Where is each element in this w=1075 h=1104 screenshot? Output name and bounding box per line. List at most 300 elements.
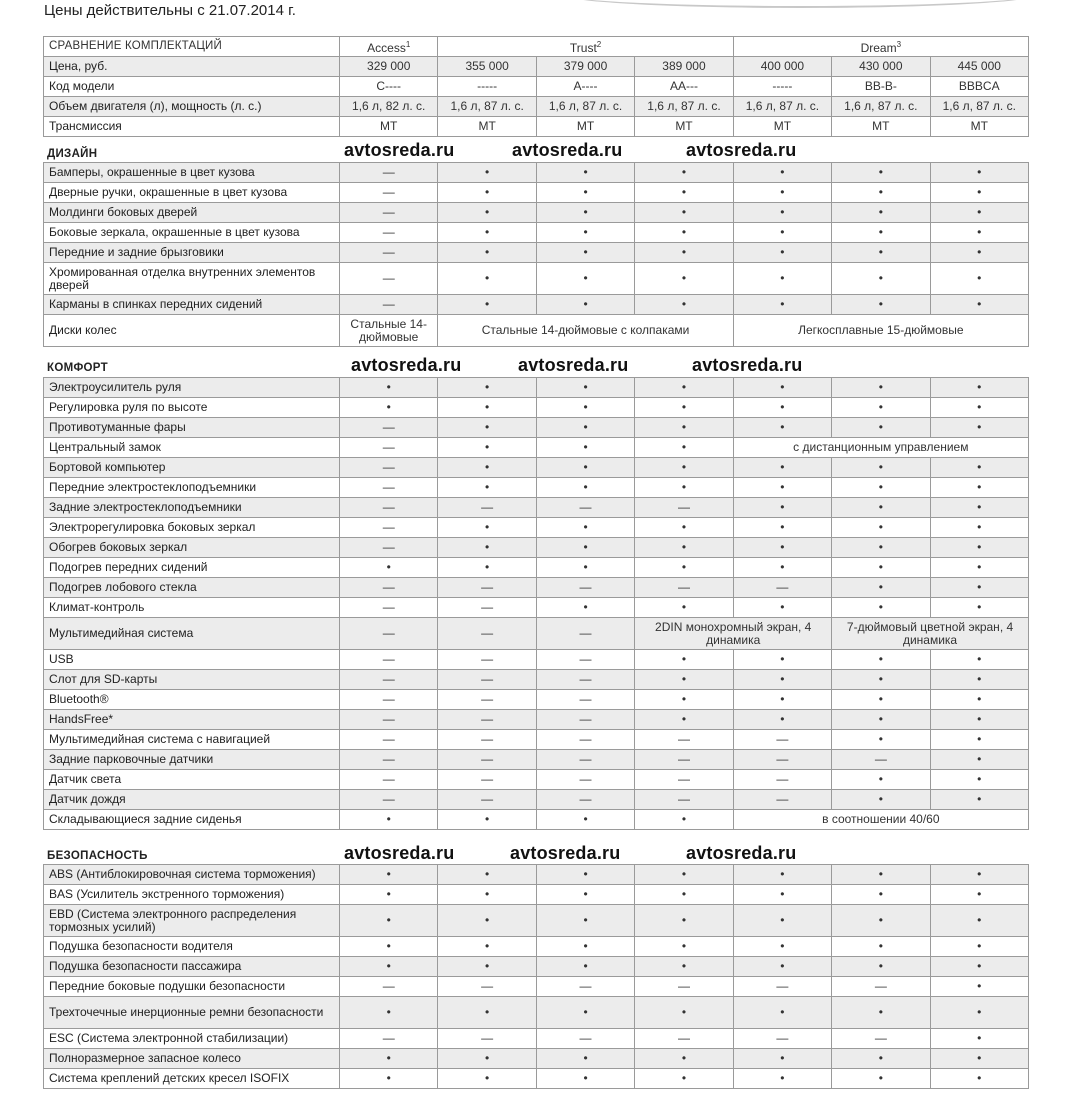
spec-cell: — [340, 710, 438, 730]
spec-cell: • [536, 865, 634, 885]
spec-cell: • [340, 398, 438, 418]
spec-cell: — [536, 578, 634, 598]
spec-cell: • [930, 538, 1028, 558]
spec-cell: • [930, 498, 1028, 518]
spec-cell: • [930, 905, 1028, 937]
spec-table-safety [43, 864, 1029, 1089]
spec-cell: • [733, 398, 831, 418]
table-row [44, 117, 1029, 137]
spec-cell: • [832, 518, 930, 538]
spec-cell: • [438, 905, 536, 937]
spec-cell: — [340, 295, 438, 315]
spec-cell: — [733, 790, 831, 810]
spec-cell: • [832, 263, 930, 295]
spec-cell: 1,6 л, 87 л. с. [832, 97, 930, 117]
watermark-text: avtosreda.ru [344, 843, 455, 863]
spec-cell: • [635, 438, 733, 458]
spec-cell: • [733, 498, 831, 518]
spec-cell: • [930, 730, 1028, 750]
table-row [44, 905, 1029, 937]
row-label: Подушка безопасности пассажира [44, 957, 340, 977]
spec-cell: — [635, 730, 733, 750]
row-label: Электрорегулировка боковых зеркал [44, 518, 340, 538]
spec-cell: 329 000 [340, 57, 438, 77]
spec-cell: • [930, 458, 1028, 478]
row-label: Бортовой компьютер [44, 458, 340, 478]
spec-cell: — [536, 1029, 634, 1049]
spec-cell: • [930, 885, 1028, 905]
spec-cell: • [635, 997, 733, 1029]
spec-cell: • [930, 750, 1028, 770]
row-label: Мультимедийная система с навигацией [44, 730, 340, 750]
watermark-text: avtosreda.ru [512, 140, 623, 160]
table-row [44, 710, 1029, 730]
watermark-text: avtosreda.ru [351, 355, 462, 375]
spec-cell: • [438, 398, 536, 418]
spec-cell: 430 000 [832, 57, 930, 77]
spec-cell: • [733, 263, 831, 295]
row-label: Боковые зеркала, окрашенные в цвет кузова [44, 223, 340, 243]
spec-cell: • [536, 203, 634, 223]
spec-cell: — [340, 263, 438, 295]
spec-cell: • [930, 478, 1028, 498]
spec-cell: 1,6 л, 82 л. с. [340, 97, 438, 117]
spec-cell: • [733, 997, 831, 1029]
row-label: Подогрев передних сидений [44, 558, 340, 578]
spec-cell: • [733, 865, 831, 885]
footnote-mark: 1 [405, 40, 411, 49]
spec-cell: 2DIN монохромный экран, 4 динамика [635, 618, 832, 650]
spec-cell: — [733, 730, 831, 750]
spec-cell: — [635, 790, 733, 810]
spec-cell: — [438, 618, 536, 650]
spec-cell: — [536, 670, 634, 690]
spec-cell: • [733, 905, 831, 937]
spec-cell: • [832, 578, 930, 598]
table-row [44, 1069, 1029, 1089]
spec-cell: — [536, 790, 634, 810]
spec-cell: • [832, 957, 930, 977]
spec-cell: — [635, 578, 733, 598]
row-label: Трехточечные инерционные ремни безопасности [44, 997, 340, 1029]
spec-cell: — [733, 578, 831, 598]
spec-cell: — [536, 750, 634, 770]
row-label: Обогрев боковых зеркал [44, 538, 340, 558]
table-row [44, 223, 1029, 243]
table-row [44, 650, 1029, 670]
spec-cell: • [340, 1069, 438, 1089]
spec-cell: — [340, 650, 438, 670]
row-label: Подушка безопасности водителя [44, 937, 340, 957]
spec-cell: • [930, 558, 1028, 578]
spec-cell: — [340, 730, 438, 750]
spec-cell: • [733, 710, 831, 730]
row-label: Слот для SD-карты [44, 670, 340, 690]
spec-cell: • [930, 203, 1028, 223]
spec-cell: • [930, 378, 1028, 398]
table-row [44, 977, 1029, 997]
spec-cell: • [635, 937, 733, 957]
spec-cell: • [832, 243, 930, 263]
spec-cell: — [733, 1029, 831, 1049]
spec-cell: • [340, 865, 438, 885]
row-label: Задние электростеклоподъемники [44, 498, 340, 518]
footnote-mark: 3 [896, 40, 902, 49]
spec-cell: — [536, 710, 634, 730]
spec-cell: • [438, 518, 536, 538]
spec-cell: — [438, 730, 536, 750]
spec-cell: в соотношении 40/60 [733, 810, 1028, 830]
spec-cell: • [635, 865, 733, 885]
table-row [44, 1029, 1029, 1049]
spec-cell: • [733, 223, 831, 243]
trim-name: Access [367, 41, 406, 55]
spec-cell: — [438, 750, 536, 770]
spec-cell: • [733, 1069, 831, 1089]
table-row [44, 378, 1029, 398]
spec-cell: • [635, 670, 733, 690]
table-row [44, 243, 1029, 263]
table-row [44, 57, 1029, 77]
spec-cell: — [438, 690, 536, 710]
spec-cell: • [832, 937, 930, 957]
table-row [44, 478, 1029, 498]
table-row [44, 790, 1029, 810]
table-row [44, 957, 1029, 977]
spec-cell: • [930, 865, 1028, 885]
spec-cell: • [536, 1049, 634, 1069]
table-row [44, 163, 1029, 183]
spec-cell: 1,6 л, 87 л. с. [536, 97, 634, 117]
spec-cell: — [340, 790, 438, 810]
spec-cell: — [536, 977, 634, 997]
spec-cell: • [832, 997, 930, 1029]
spec-cell: • [733, 650, 831, 670]
spec-cell: — [635, 1029, 733, 1049]
spec-cell: • [340, 378, 438, 398]
spec-cell: • [832, 183, 930, 203]
spec-cell: • [438, 957, 536, 977]
spec-cell: — [340, 498, 438, 518]
spec-cell: • [635, 650, 733, 670]
spec-cell: • [930, 518, 1028, 538]
spec-cell: • [832, 885, 930, 905]
spec-cell: — [536, 650, 634, 670]
spec-cell: — [438, 578, 536, 598]
spec-cell: • [733, 558, 831, 578]
spec-cell: • [832, 398, 930, 418]
spec-table-design [43, 162, 1029, 347]
spec-cell: • [635, 203, 733, 223]
spec-cell: — [340, 518, 438, 538]
spec-cell: — [340, 750, 438, 770]
spec-cell: • [635, 810, 733, 830]
spec-cell: • [438, 418, 536, 438]
row-label: Хромированная отделка внутренних элементов дверей [44, 263, 340, 295]
table-row [44, 598, 1029, 618]
spec-cell: • [733, 183, 831, 203]
spec-cell: — [340, 670, 438, 690]
row-label: Бамперы, окрашенные в цвет кузова [44, 163, 340, 183]
page-title: Цены действительны с 21.07.2014 г. [44, 2, 296, 19]
spec-cell: • [832, 538, 930, 558]
spec-cell: — [438, 1029, 536, 1049]
spec-cell: — [340, 538, 438, 558]
spec-cell: • [340, 957, 438, 977]
spec-cell: MT [340, 117, 438, 137]
row-label: Передние боковые подушки безопасности [44, 977, 340, 997]
spec-cell: • [832, 378, 930, 398]
header-label: СРАВНЕНИЕ КОМПЛЕКТАЦИЙ [44, 37, 340, 57]
spec-cell: 355 000 [438, 57, 536, 77]
table-row [44, 670, 1029, 690]
spec-cell: • [733, 478, 831, 498]
spec-cell: • [635, 710, 733, 730]
watermark-text: avtosreda.ru [686, 843, 797, 863]
spec-cell: • [635, 518, 733, 538]
spec-cell: Стальные 14-дюймовые с колпаками [438, 315, 733, 347]
spec-cell: — [340, 243, 438, 263]
spec-cell: • [930, 263, 1028, 295]
spec-cell: с дистанционным управлением [733, 438, 1028, 458]
spec-cell: • [438, 937, 536, 957]
spec-cell: 1,6 л, 87 л. с. [930, 97, 1028, 117]
spec-cell: • [635, 885, 733, 905]
spec-cell: MT [832, 117, 930, 137]
trim-group-header [340, 37, 438, 57]
row-label: Код модели [44, 77, 340, 97]
spec-cell: • [536, 243, 634, 263]
spec-cell: • [832, 598, 930, 618]
decorative-swoosh [560, 0, 1040, 8]
spec-cell: • [635, 295, 733, 315]
row-label: Передние и задние брызговики [44, 243, 340, 263]
row-label: ABS (Антиблокировочная система торможения) [44, 865, 340, 885]
spec-cell: — [536, 690, 634, 710]
spec-cell: • [536, 1069, 634, 1089]
spec-cell: — [340, 458, 438, 478]
spec-cell: Легкосплавные 15-дюймовые [733, 315, 1028, 347]
spec-cell: • [733, 937, 831, 957]
spec-cell: • [536, 378, 634, 398]
spec-cell: MT [930, 117, 1028, 137]
watermark-text: avtosreda.ru [518, 355, 629, 375]
spec-cell: • [930, 997, 1028, 1029]
spec-cell: • [536, 223, 634, 243]
spec-cell: 1,6 л, 87 л. с. [635, 97, 733, 117]
table-row [44, 518, 1029, 538]
spec-cell: 1,6 л, 87 л. с. [733, 97, 831, 117]
row-label: Система креплений детских кресел ISOFIX [44, 1069, 340, 1089]
spec-cell: • [438, 1049, 536, 1069]
spec-cell: • [536, 558, 634, 578]
spec-cell: • [733, 418, 831, 438]
row-label: Складывающиеся задние сиденья [44, 810, 340, 830]
table-row [44, 77, 1029, 97]
table-row [44, 498, 1029, 518]
row-label: Дверные ручки, окрашенные в цвет кузова [44, 183, 340, 203]
row-label: Регулировка руля по высоте [44, 398, 340, 418]
watermark-text: avtosreda.ru [692, 355, 803, 375]
table-row [44, 937, 1029, 957]
section-title-comfort: КОМФОРТ [47, 362, 108, 374]
spec-cell: • [832, 710, 930, 730]
spec-cell: — [340, 770, 438, 790]
spec-cell: 445 000 [930, 57, 1028, 77]
spec-cell: — [438, 498, 536, 518]
spec-cell: • [635, 223, 733, 243]
spec-cell: • [438, 243, 536, 263]
spec-cell: • [438, 538, 536, 558]
spec-cell: AA--- [635, 77, 733, 97]
spec-cell: • [635, 243, 733, 263]
spec-cell: MT [733, 117, 831, 137]
spec-cell: • [930, 650, 1028, 670]
spec-cell: — [635, 977, 733, 997]
spec-cell: — [438, 770, 536, 790]
table-row [44, 398, 1029, 418]
spec-cell: 1,6 л, 87 л. с. [438, 97, 536, 117]
spec-cell: — [438, 650, 536, 670]
spec-cell: — [635, 750, 733, 770]
spec-cell: • [930, 710, 1028, 730]
spec-cell: • [438, 865, 536, 885]
spec-cell: — [635, 498, 733, 518]
spec-cell: • [832, 865, 930, 885]
spec-cell: — [635, 770, 733, 790]
row-label: Объем двигателя (л), мощность (л. с.) [44, 97, 340, 117]
table-row [44, 578, 1029, 598]
spec-cell: • [635, 957, 733, 977]
spec-cell: • [340, 905, 438, 937]
spec-cell: • [536, 905, 634, 937]
spec-cell: • [930, 770, 1028, 790]
table-row [44, 438, 1029, 458]
row-label: Противотуманные фары [44, 418, 340, 438]
spec-cell: — [340, 977, 438, 997]
spec-cell: • [340, 810, 438, 830]
spec-cell: • [930, 1069, 1028, 1089]
spec-cell: • [733, 690, 831, 710]
spec-table-comfort [43, 377, 1029, 830]
spec-cell: — [733, 770, 831, 790]
spec-cell: • [340, 997, 438, 1029]
section-title-safety: БЕЗОПАСНОСТЬ [47, 850, 148, 862]
spec-cell: — [340, 163, 438, 183]
spec-cell: — [832, 977, 930, 997]
row-label: Передние электростеклоподъемники [44, 478, 340, 498]
spec-cell: • [832, 770, 930, 790]
spec-cell: — [340, 438, 438, 458]
table-row [44, 458, 1029, 478]
row-label: Датчик света [44, 770, 340, 790]
spec-cell: • [733, 518, 831, 538]
spec-cell: • [536, 458, 634, 478]
spec-cell: MT [635, 117, 733, 137]
table-row [44, 1049, 1029, 1069]
spec-cell: • [438, 163, 536, 183]
table-row [44, 885, 1029, 905]
spec-cell: • [635, 1069, 733, 1089]
row-label: USB [44, 650, 340, 670]
spec-cell: • [536, 418, 634, 438]
row-label: Полноразмерное запасное колесо [44, 1049, 340, 1069]
spec-cell: • [635, 398, 733, 418]
spec-cell: • [635, 378, 733, 398]
table-row [44, 263, 1029, 295]
spec-cell: • [438, 478, 536, 498]
spec-cell: • [438, 183, 536, 203]
spec-cell: • [733, 163, 831, 183]
table-row [44, 690, 1029, 710]
spec-cell: — [438, 710, 536, 730]
table-row [44, 558, 1029, 578]
spec-cell: • [733, 1049, 831, 1069]
spec-cell: • [832, 670, 930, 690]
table-row [44, 538, 1029, 558]
spec-cell: — [340, 618, 438, 650]
spec-cell: • [536, 937, 634, 957]
spec-cell: 379 000 [536, 57, 634, 77]
spec-cell: • [438, 203, 536, 223]
watermark-text: avtosreda.ru [686, 140, 797, 160]
row-label: Подогрев лобового стекла [44, 578, 340, 598]
spec-cell: • [930, 670, 1028, 690]
spec-cell: • [536, 263, 634, 295]
spec-cell: • [930, 957, 1028, 977]
spec-cell: • [635, 478, 733, 498]
row-label: Трансмиссия [44, 117, 340, 137]
spec-cell: — [340, 203, 438, 223]
spec-cell: • [930, 578, 1028, 598]
spec-cell: • [536, 957, 634, 977]
spec-cell: — [340, 183, 438, 203]
trim-group-header [733, 37, 1028, 57]
spec-cell: • [733, 295, 831, 315]
spec-cell: — [832, 750, 930, 770]
spec-cell: • [733, 458, 831, 478]
spec-cell: • [635, 690, 733, 710]
spec-cell: • [930, 163, 1028, 183]
table-header-row [44, 37, 1029, 57]
spec-cell: — [536, 498, 634, 518]
spec-cell: • [930, 183, 1028, 203]
spec-cell: • [930, 690, 1028, 710]
watermark-text: avtosreda.ru [510, 843, 621, 863]
spec-cell: — [340, 1029, 438, 1049]
spec-cell: • [930, 790, 1028, 810]
row-label: Мультимедийная система [44, 618, 340, 650]
spec-cell: • [536, 183, 634, 203]
row-label: ESC (Система электронной стабилизации) [44, 1029, 340, 1049]
spec-cell: • [832, 163, 930, 183]
spec-cell: • [438, 458, 536, 478]
trim-name: Trust [569, 41, 597, 55]
spec-cell: • [438, 295, 536, 315]
table-row [44, 997, 1029, 1029]
spec-cell: • [832, 690, 930, 710]
spec-cell: • [635, 1049, 733, 1069]
table-row [44, 770, 1029, 790]
spec-cell: • [733, 378, 831, 398]
spec-cell: ----- [733, 77, 831, 97]
spec-cell: — [340, 223, 438, 243]
row-label: Датчик дождя [44, 790, 340, 810]
spec-cell: • [536, 885, 634, 905]
spec-cell: • [536, 295, 634, 315]
spec-cell: • [340, 937, 438, 957]
spec-cell: • [930, 418, 1028, 438]
